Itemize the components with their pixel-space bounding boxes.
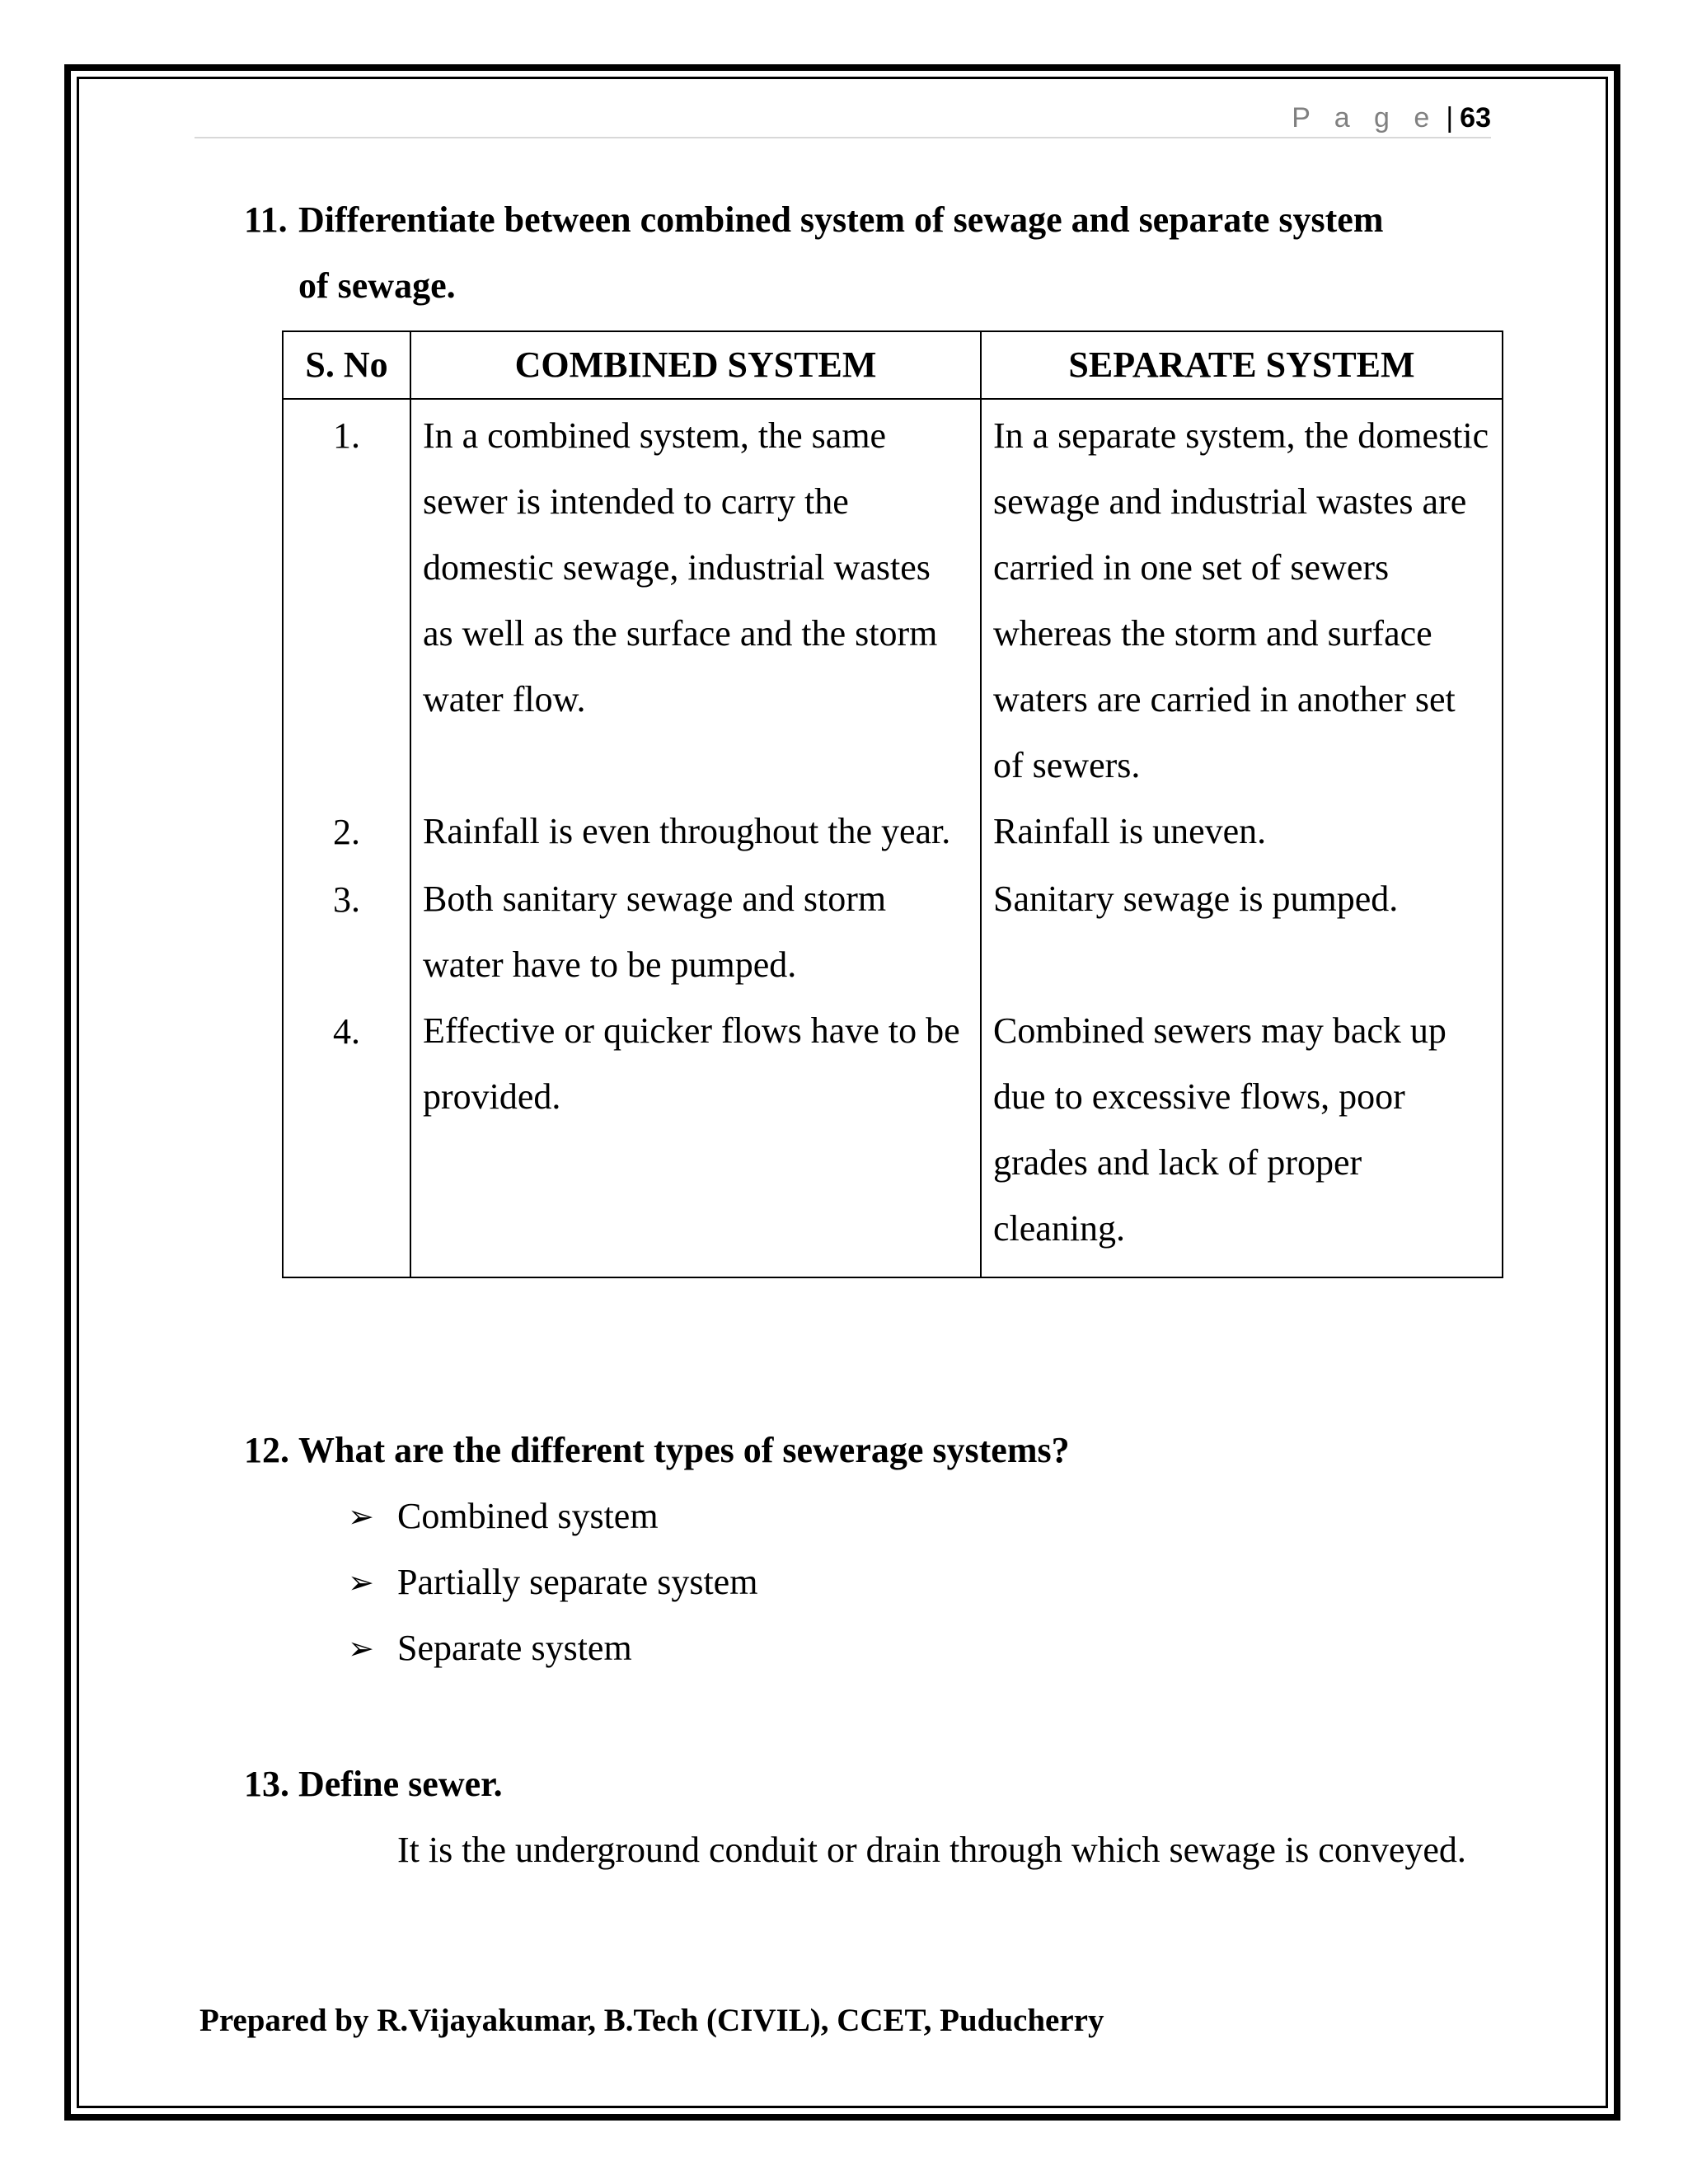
list-item-label: Partially separate system [397, 1562, 758, 1602]
sewerage-types-list [348, 1483, 757, 1681]
cell-combined: Both sanitary sewage and storm water have to be pumped. [410, 866, 981, 998]
question-13-answer: It is the underground conduit or drain through which sewage is conveyed. [397, 1830, 1466, 1870]
cell-sno: 3. [283, 866, 410, 998]
page-number: 63 [1460, 102, 1491, 134]
table-row [283, 866, 1503, 998]
cell-sno: 2. [283, 799, 410, 866]
cell-sno: 1. [283, 399, 410, 799]
question-12-number: 12. [244, 1430, 289, 1470]
table-header-row [283, 331, 1503, 399]
cell-separate: Combined sewers may back up due to excessive flows, poor grades and lack of proper cleaning. [981, 998, 1503, 1277]
cell-separate: In a separate system, the domestic sewage and industrial wastes are carried in one set of sewers whereas the storm and surface waters are carried in another set of sewers. [981, 399, 1503, 799]
page-header [195, 97, 1491, 138]
table-row [283, 399, 1503, 799]
question-12-text: What are the different types of sewerage systems? [298, 1430, 1070, 1470]
list-item [348, 1483, 757, 1549]
footer-credit: Prepared by R.Vijayakumar, B.Tech (CIVIL), CCET, Puducherry [199, 2003, 1104, 2038]
table-row [283, 998, 1503, 1277]
cell-combined: Rainfall is even throughout the year. [410, 799, 981, 866]
question-13-number: 13. [244, 1764, 289, 1804]
cell-sno: 4. [283, 998, 410, 1277]
list-item-label: Separate system [397, 1628, 632, 1668]
cell-combined: Effective or quicker flows have to be provided. [410, 998, 981, 1277]
question-11-line1: Differentiate between combined system of sewage and separate system [298, 199, 1384, 240]
arrow-bullet-icon: ➢ [348, 1498, 374, 1535]
arrow-bullet-icon: ➢ [348, 1564, 374, 1601]
comparison-table [282, 330, 1503, 1278]
cell-separate: Sanitary sewage is pumped. [981, 866, 1503, 998]
cell-combined: In a combined system, the same sewer is intended to carry the domestic sewage, industrial wastes as well as the surface and the storm water flow. [410, 399, 981, 799]
question-11-line2: of sewage. [298, 265, 456, 306]
page-separator: | [1446, 102, 1454, 134]
list-item-label: Combined system [397, 1496, 659, 1536]
header-combined: COMBINED SYSTEM [410, 331, 981, 399]
question-13 [244, 1751, 1513, 1817]
cell-separate: Rainfall is uneven. [981, 799, 1503, 866]
page-label: P a g e [1292, 102, 1438, 134]
question-12 [244, 1418, 1513, 1483]
header-sno: S. No [283, 331, 410, 399]
table-row [283, 799, 1503, 866]
list-item [348, 1615, 757, 1681]
arrow-bullet-icon: ➢ [348, 1630, 374, 1666]
list-item [348, 1549, 757, 1615]
header-separate: SEPARATE SYSTEM [981, 331, 1503, 399]
question-11 [244, 187, 1513, 319]
question-11-number: 11. [244, 199, 288, 240]
question-13-text: Define sewer. [298, 1764, 503, 1804]
